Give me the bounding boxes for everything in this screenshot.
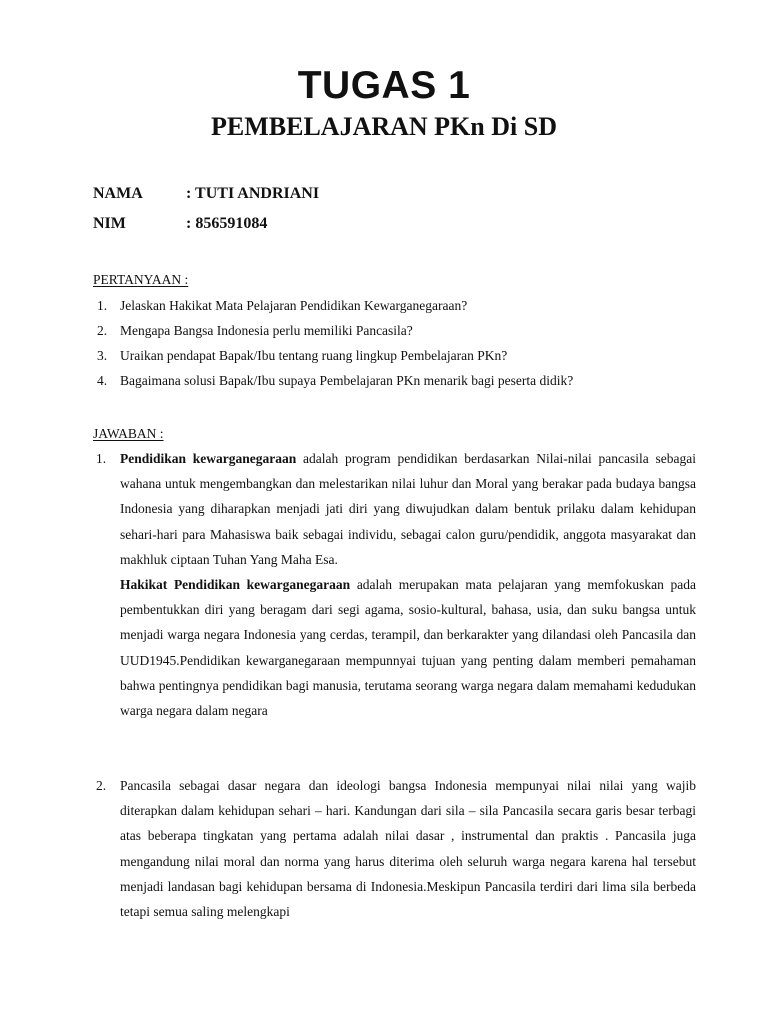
nim-value: : 856591084 [186,215,268,232]
question-number: 4. [97,373,108,388]
document-title: TUGAS 1 [297,64,471,107]
question-text: Jelaskan Hakikat Mata Pelajaran Pendidikan Kewarganegaraan? [120,298,468,313]
nim-label: NIM [93,215,126,232]
answer-1-text-2: adalah merupakan mata pelajaran yang memfokuskan pada pembentukkan diri yang beragam dari segi agama, sosio-kultural, bahasa, usia, dan suku bangsa untuk menjadi warga negara Indonesia yang cerdas, terampil, dan berkarakter yang dilandasi oleh Pancasila dan UUD1945.Pendidikan kewarganegaraan mempunnyai tujuan yang penting dalam memberi pemahaman bahwa pentingnya pendidikan bagi manusia, terutama seorang warga negara dalam memahami kedudukan warga negara dalam negara [120,577,696,719]
answer-1-term-2: Hakikat Pendidikan kewarganegaraan [120,577,351,593]
question-text: Mengapa Bangsa Indonesia perlu memiliki Pancasila? [120,323,413,338]
answers-heading: JAWABAN : [93,426,164,441]
question-number: 3. [97,348,108,363]
answer-1-paragraph-2 [120,572,696,723]
document-subtitle: PEMBELAJARAN PKn Di SD [211,112,557,141]
answer-2-paragraph: Pancasila sebagai dasar negara dan ideologi bangsa Indonesia mempunyai nilai nilai yang wajib diterapkan dalam kehidupan sehari – hari. Kandungan dari sila – sila Pancasila secara garis besar terbagi atas beberapa tingkatan yang pertama adalah nilai dasar , instrumental dan praktis . Pancasila juga mengandung nilai moral dan norma yang harus diterima oleh seluruh warga negara karena hal tersebut menjadi landasan bagi kehidupan bersama di Indonesia.Meskipun Pancasila terdiri dari lima sila berbeda tetapi semua saling melengkapi [120,778,696,920]
question-text: Bagaimana solusi Bapak/Ibu supaya Pembelajaran PKn menarik bagi peserta didik? [120,373,574,388]
answer-1 [96,446,696,723]
answer-1-paragraph-1 [120,446,696,572]
question-item [97,347,507,365]
question-number: 2. [97,323,108,338]
question-item [97,322,413,340]
answer-1-term: Pendidikan kewarganegaraan [120,451,297,466]
question-item [97,297,467,315]
name-label: NAMA [93,185,143,202]
answer-2 [96,773,696,924]
answer-1-text: adalah program pendidikan berdasarkan Nilai-nilai pancasila sebagai wahana untuk mengembangkan dan melestarikan nilai luhur dan Moral yang berakar pada budaya bangsa Indonesia yang diharapkan menjadi jati diri yang diwujudkan dalam bentuk prilaku dalam kehidupan sehari-hari para Mahasiswa baik sebagai individu, sebagai calon guru/pendidik, anggota masyarakat dan makhluk ciptaan Tuhan Yang Maha Esa. [120,451,696,567]
question-item [97,372,573,390]
question-text: Uraikan pendapat Bapak/Ibu tentang ruang lingkup Pembelajaran PKn? [120,348,508,363]
answer-number: 2. [96,778,107,793]
answer-number: 1. [96,451,107,466]
name-row [93,184,319,204]
nim-row [93,214,267,234]
name-value: : TUTI ANDRIANI [186,185,320,202]
questions-heading: PERTANYAAN : [93,272,189,287]
question-number: 1. [97,298,108,313]
